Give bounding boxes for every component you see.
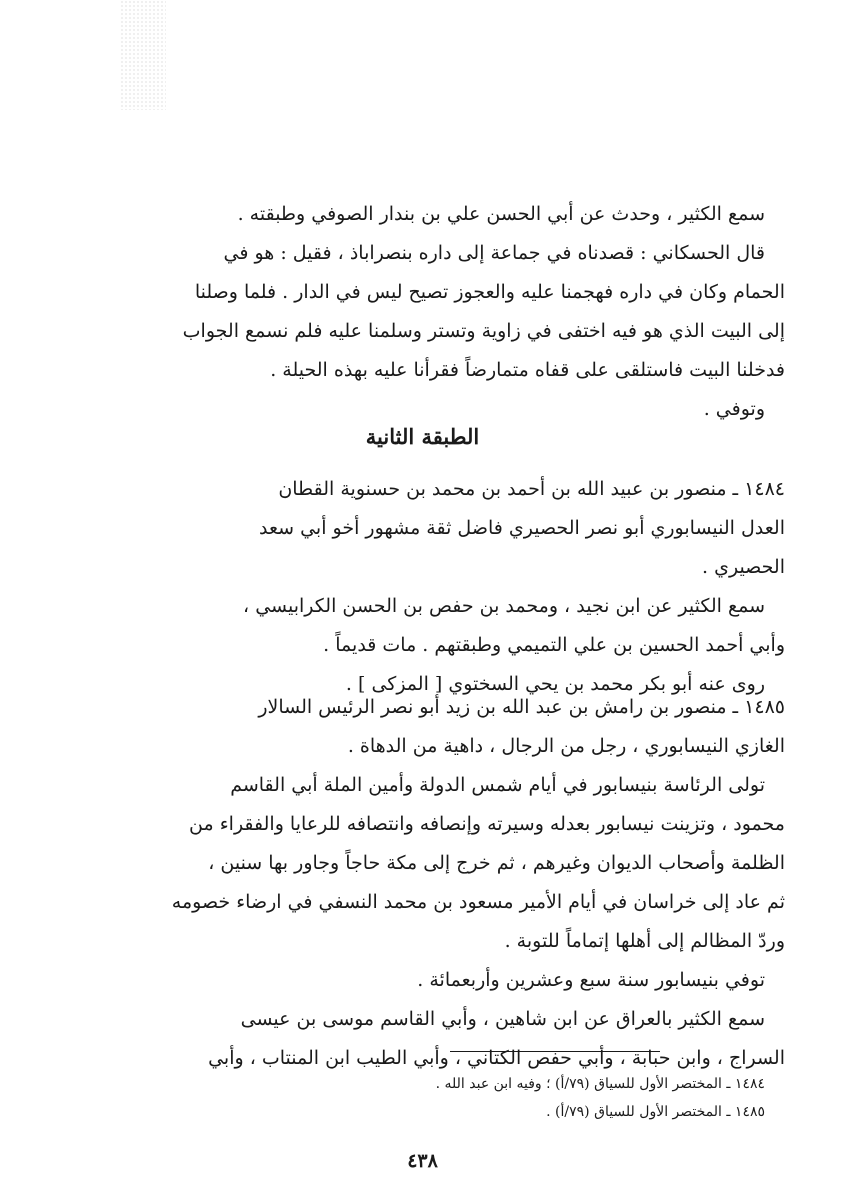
text-line: سمع الكثير عن ابن نجيد ، ومحمد بن حفص بن الحسن الكرابيسي ، [243,595,765,617]
footnote-divider [450,1051,660,1052]
footnote: ١٤٨٥ ـ المختصر الأول للسياق (٧٩/أ) . [546,1104,765,1120]
text-line: السراج ، وابن حبابة ، وأبي حفص الكتاني ، وأبي الطيب ابن المنتاب ، وأبي [208,1047,785,1069]
entry-heading-line: ١٤٨٤ ـ منصور بن عبيد الله بن أحمد بن محمد بن حسنوية القطان [278,478,785,500]
text-line: روى عنه أبو بكر محمد بن يحي السختوي [ المزكى ] . [345,673,765,695]
entry-1485 [60,688,785,1078]
text-line: سمع الكثير بالعراق عن ابن شاهين ، وأبي القاسم موسى بن عيسى [240,1008,765,1030]
text-line: محمود ، وتزينت نيسابور بعدله وسيرته وإنصافه وانتصافه للرعايا والفقراء من [189,813,785,835]
section-heading: الطبقة الثانية [365,424,480,449]
text-line: الغازي النيسابوري ، رجل من الرجال ، داهية من الدهاة . [347,735,785,757]
footnotes [60,1070,785,1126]
entry-1484 [60,470,785,704]
text-line: تولى الرئاسة بنيسابور في أيام شمس الدولة وأمين الملة أبي القاسم [230,774,765,796]
footnote: ١٤٨٤ ـ المختصر الأول للسياق (٧٩/أ) ؛ وفيه ابن عبد الله . [435,1076,765,1092]
text-line: ثم عاد إلى خراسان في أيام الأمير مسعود بن محمد النسفي في ارضاء خصومه [171,891,785,913]
text-line: وأبي أحمد الحسين بن علي التميمي وطبقتهم . مات قديماً . [323,634,785,656]
text-line: سمع الكثير ، وحدث عن أبي الحسن علي بن بندار الصوفي وطبقته . [237,203,765,225]
text-line: إلى البيت الذي هو فيه اختفى في زاوية وتستر وسلمنا عليه فلم نسمع الجواب [182,320,785,342]
text-line: الحصيري . [702,556,785,578]
text-line: وردّ المظالم إلى أهلها إتماماً للتوبة . [504,930,785,952]
text-line: فدخلنا البيت فاستلقى على قفاه متمارضاً فقرأنا عليه بهذه الحيلة . [270,359,785,381]
page-number: ٤٣٨ [407,1150,438,1172]
text-line: وتوفي . [703,398,765,420]
text-line: الحمام وكان في داره فهجمنا عليه والعجوز تصيح ليس في الدار . فلما وصلنا [194,281,785,303]
text-line: قال الحسكاني : قصدناه في جماعة إلى داره بنصراباذ ، فقيل : هو في [223,242,765,264]
text-line: العدل النيسابوري أبو نصر الحصيري فاضل ثقة مشهور أخو أبي سعد [258,517,785,539]
text-line: الظلمة وأصحاب الديوان وغيرهم ، ثم خرج إلى مكة حاجاً وجاور بها سنين ، [208,852,785,874]
text-line: توفي بنيسابور سنة سبع وعشرين وأربعمائة . [417,969,765,991]
entry-heading-line: ١٤٨٥ ـ منصور بن رامش بن عبد الله بن زيد أبو نصر الرئيس السالار [258,696,785,718]
scan-artifact [120,0,166,110]
intro-paragraph [60,195,785,429]
